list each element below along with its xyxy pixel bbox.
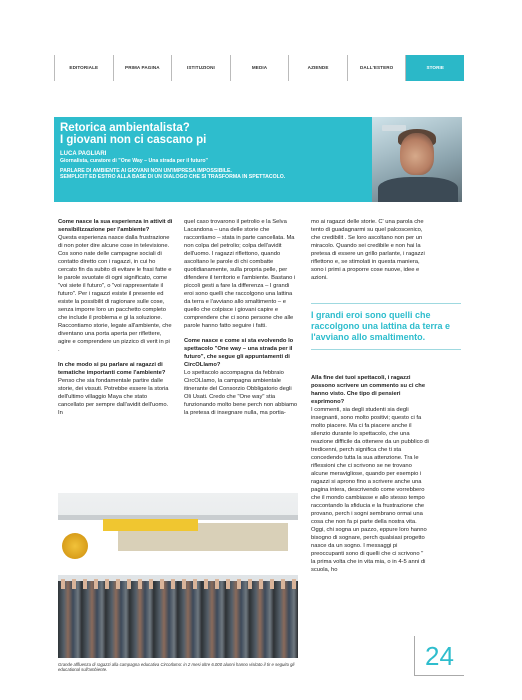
nav-item-storie[interactable]: STORIE xyxy=(406,55,464,81)
article-title-line-1: Retorica ambientalista? xyxy=(60,122,190,134)
nav-item-editoriale[interactable]: EDITORIALE xyxy=(55,55,114,81)
subtitle-line-2: SEMPLICIT ED ESTRO ALLA BASE DI UN DIALOGO CHE SI TRASFORMA IN SPETTACOLO. xyxy=(60,173,286,180)
nav-item-media[interactable]: MEDIA xyxy=(231,55,290,81)
header-text xyxy=(60,122,330,180)
question-4: Alla fine dei tuoi spettacoli, i ragazzi possono scrivere un commento su ci che hanno visto. Che tipo di pensieri esprimono? xyxy=(311,375,426,405)
portrait-face-shape xyxy=(400,133,434,175)
portrait-body-shape xyxy=(378,177,458,202)
event-photo xyxy=(58,493,298,658)
article-column-3 xyxy=(311,218,429,574)
pull-quote xyxy=(311,303,461,350)
author-name: LUCA PAGLIARI xyxy=(60,151,107,157)
answer-3-continued: mo ai ragazzi delle storie. C' una parola che tento di guadagnarmi su quel palcoscenico, che credibilit . Se loro ascoltano non per un miracolo. Quando sei credibile e non hai la pretesa di essere un grillo parlante, i ragazzi riflettono e, se stimolati in questa maniera, sono i primi a proporre cose nuove, idee e azioni. xyxy=(311,219,425,281)
students-faces-shape xyxy=(58,579,298,589)
section-nav xyxy=(54,55,464,81)
question-1: Come nasce la sua esperienza in attivit di sensibilizzazione per l'ambiente? xyxy=(58,219,173,233)
pull-quote-text: I grandi eroi sono quelli che raccolgono una lattina da terra e l'avviano allo smaltimento. xyxy=(311,310,451,342)
article-column-1 xyxy=(58,218,173,417)
answer-4: I commenti, sia degli studenti sia degli insegnanti, sono molto positivi; questo ci fa molto piacere. Ma ci fa piacere anche il silenzio durante lo spettacolo, che una reazione difficile da ottenere da un pubblico di tredicenni, perch significa che ti sta concedendo tutta la sua attenzione. Tra le riflessioni che ci scrivono se ne trovano alcune meravigliose, quando per esempio i ragazzi si aprono fino a scrivere anche una pagina intera, descrivendo come vorrebbero che il mondo cambiasse e allo stesso tempo raccontando la sfiducia e la frustrazione che provano, perch i sogni sembrano ormai una cosa che non fa pi parte della nostra vita. Oggi, chi sogna un pazzo, eppure loro hanno bisogno di sognare, perch qualsiasi progetto nasce da un sogno. I messaggi pi preoccupanti sono di quelli che ci scrivono " la prima volta che in vita mia, o in 4-5 anni di scuola, ho xyxy=(311,407,429,573)
page-number: 24 xyxy=(414,636,464,676)
answer-2: Penso che sia fondamentale partire dalle storie, dei vissuti. Potrebbe essere la storia dell'ultimo villaggio Maya che stato cancellato per sempre dall'avidit dell'uomo. In xyxy=(58,378,169,416)
tv-logo-shape xyxy=(382,125,406,131)
question-3: Come nasce e come si sta evolvendo lo spettacolo "One way – una strada per il futuro", che segue gli appuntamenti di CircOLlamo? xyxy=(184,338,294,368)
nav-item-aziende[interactable]: AZIENDE xyxy=(289,55,348,81)
nav-item-dall-estero[interactable]: DALL'ESTERO xyxy=(348,55,407,81)
author-portrait xyxy=(372,117,462,202)
article-column-2 xyxy=(184,218,299,417)
article-title-line-2: I giovani non ci cascano pi xyxy=(60,134,207,146)
campaign-logo-shape xyxy=(62,533,88,559)
article-subtitle xyxy=(60,168,330,180)
photo-caption: Grande affluenza di ragazzi alla campagna educativa CircoIlamo: in 2 mesi oltre 6.000 alunni hanno visitato il tir e seguito gli educational sull'ambiente. xyxy=(58,662,295,673)
subtitle-line-1: PARLARE DI AMBIENTE AI GIOVANI NON UN'IMPRESA IMPOSSIBILE. xyxy=(60,167,232,174)
answer-1: Questa esperienza nasce dalla frustrazione di non poter dire alcune cose in televisione. Cos sono nate delle campagne sociali di contatto diretto con i ragazzi, in cui ho cercato fin da subito di evitare le frasi fatte e le parole svuotate di ogni significato, come "voi siete il futuro", o "voi rappresentate il futuro". Per i ragazzi esiste il presente ed esiste la possibilit di ragionare sulle cose, senza imporre loro un pacchetto completo che include il problema e gi la soluzione. Raccontiamo storie, legate all'ambiente, che diventano una porta aperta per riflettere, agire e comprendere un pizzico di verit in pi . xyxy=(58,235,172,353)
author-role: Giornalista, curatore di "One Way – Una strada per il futuro" xyxy=(60,157,208,164)
answer-2-continued: quel caso trovarono il petrolio e la Selva Lacandona – una delle storie che raccontiamo – stata in parte cancellata. Ma non colpa del petrolio; colpa dell'avidit dell'uomo. I ragazzi riflettono, quando ascoltano le parole di chi combatte quotidianamente, sulla propria pelle, per difendere il territorio e l'ambiente. Bastano i piccoli gesti a fare la differenza – I grandi eroi sono quelli che raccolgono una lattina da terra e l'avviano allo smaltimento – e quello che colpisce i giovani capire e comprendere che ci sono persone che alle parole hanno fatto seguire i fatti. xyxy=(184,219,296,329)
question-2: In che modo si pu parlare ai ragazzi di tematiche importanti come l'ambiente? xyxy=(58,362,166,376)
students-crowd-shape xyxy=(58,581,298,658)
truck-sign-shape xyxy=(103,519,198,531)
article-header xyxy=(54,117,462,202)
nav-item-istituzioni[interactable]: ISTITUZIONI xyxy=(172,55,231,81)
nav-item-prima-pagina[interactable]: PRIMA PAGINA xyxy=(114,55,173,81)
answer-3: Lo spettacolo accompagna da febbraio CircOLlamo, la campagna ambientale itinerante del Consorzio Obbligatorio degli Oli Usati. Credo che "One way" stia funzionando molto bene perch non abbiamo la pretesa di insegnare nulla, ma portia- xyxy=(184,370,298,416)
